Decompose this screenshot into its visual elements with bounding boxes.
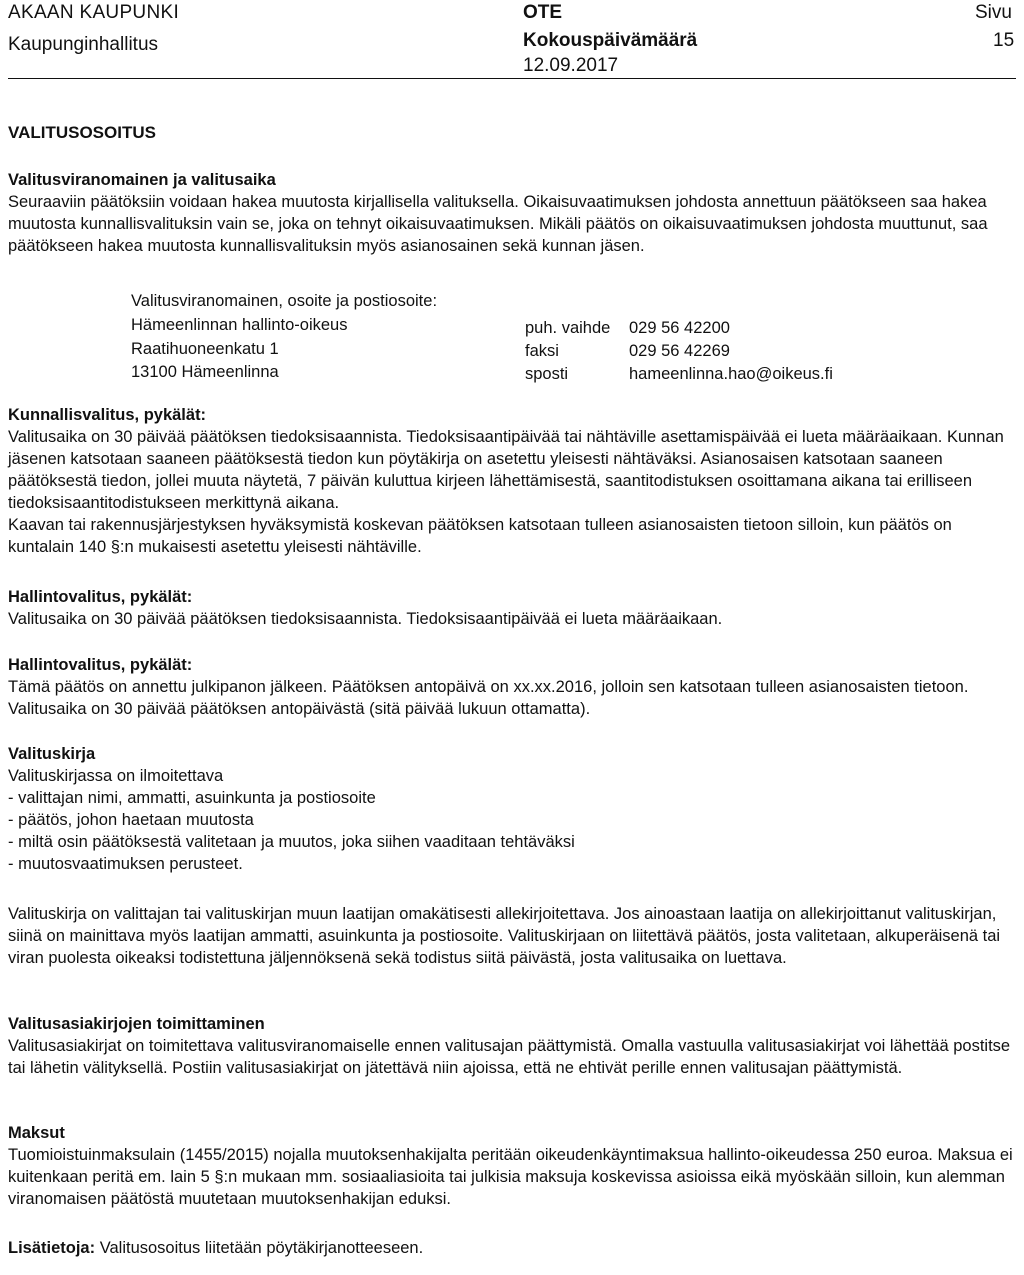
- section-fees: [8, 1122, 1013, 1210]
- section-text: Valitusaika on 30 päivää päätöksen tiedoksisaannista. Tiedoksisaantipäivää ei lueta määräaikaan.: [8, 610, 723, 628]
- section-title: Valitusviranomainen ja valitusaika: [8, 171, 276, 189]
- section-appeal-letter: [8, 743, 1013, 875]
- section-text: Valitusaika on 30 päivää päätöksen tiedoksisaannista. Tiedoksisaantipäivää tai nähtäville asettamispäivää ei lueta määräaikaan. Kunnan jäsenen katsotaan saaneen päätöksestä tiedon kun pöytäkirja on asetettu yleisesti nähtäväksi. Asianosaisen katsotaan saaneen päätöksestä tiedon, jollei muuta näytetä, 7 päivän kuluttua kirjeen lähettämisestä, saantitodistuksen osoittamana aikana tai erilliseen tiedoksisaantitodistukseen merkittynä aikana.: [8, 428, 1004, 512]
- section-title: Kunnallisvalitus, pykälät:: [8, 406, 207, 424]
- page-number: 15: [993, 30, 1015, 51]
- document-type: OTE: [523, 2, 563, 23]
- section-title: Hallintovalitus, pykälät:: [8, 588, 193, 606]
- contact-fax-value: 029 56 42269: [629, 342, 730, 360]
- authority-label: Valitusviranomainen, osoite ja postiosoite:: [131, 292, 438, 310]
- authority-postal: 13100 Hämeenlinna: [131, 363, 279, 381]
- additional-info-text: Valitusosoitus liitetään pöytäkirjanotteeseen.: [99, 1239, 424, 1257]
- contact-phone-label: puh. vaihde: [525, 319, 611, 337]
- contact-fax-label: faksi: [525, 342, 559, 360]
- section-municipal-appeal: [8, 404, 1013, 558]
- list-item: - miltä osin päätöksestä valitetaan ja muutos, joka siihen vaaditaan tehtäväksi: [8, 833, 575, 851]
- contact-email-label: sposti: [525, 365, 569, 383]
- section-text: Tuomioistuinmaksulain (1455/2015) nojalla muutoksenhakijalta peritään oikeudenkäyntimaksua hallinto-oikeudessa 250 euroa. Maksua ei kuitenkaan peritä em. lain 5 §:n mukaan mm. sosiaaliasioita tai julkisia maksuja koskevissa asioissa eikä myöskään silloin, kun alemman viranomaisen päätöstä muutetaan muutoksenhakijan eduksi.: [8, 1146, 1013, 1208]
- section-text: Valitusasiakirjat on toimitettava valitusviranomaiselle ennen valitusajan päättymistä. Omalla vastuulla valitusasiakirjat voi lähettää postitse tai lähetin välityksellä. Postiin valitusasiakirjat on jätettävä niin ajoissa, että ne ehtivät perille ennen valitusajan päättymistä.: [8, 1037, 1011, 1077]
- additional-info: [8, 1237, 1013, 1259]
- section-title: Valituskirja: [8, 745, 96, 763]
- section-text: Tämä päätös on annettu julkipanon jälkeen. Päätöksen antopäivä on xx.xx.2016, jolloin sen katsotaan tulleen asianosaisten tietoon. Valitusaika on 30 päivää päätöksen antopäivästä (sitä päivää lukuun ottamatta).: [8, 678, 969, 718]
- meeting-date-label: Kokouspäivämäärä: [523, 30, 698, 51]
- additional-info-label: Lisätietoja:: [8, 1239, 96, 1257]
- list-item: - muutosvaatimuksen perusteet.: [8, 855, 243, 873]
- section-intro: Valituskirjassa on ilmoitettava: [8, 767, 224, 785]
- section-title: Maksut: [8, 1124, 65, 1142]
- page-label: Sivu: [975, 2, 1012, 23]
- section-appeal-authority: [8, 169, 1013, 257]
- section-administrative-appeal-1: [8, 586, 1013, 630]
- section-text: Valituskirja on valittajan tai valituskirjan muun laatijan omakätisesti allekirjoitettava. Jos ainoastaan laatija on allekirjoittanut valituskirjan, siinä on mainittava myös laatijan ammatti, asuinkunta ja postiosoite. Valituskirjaan on liitettävä päätös, josta valitetaan, alkuperäisenä tai viran puolesta oikeaksi todistettuna jäljennöksenä sekä todistus siitä päivästä, josta valitusaika on luettava.: [8, 905, 1001, 967]
- department-name: Kaupunginhallitus: [8, 34, 159, 55]
- section-text: Seuraaviin päätöksiin voidaan hakea muutosta kirjallisella valituksella. Oikaisuvaatimuksen johdosta annettuun päätökseen saa hakea muutosta kunnallisvalituksin vain se, joka on tehnyt oikaisuvaatimuksen. Mikäli päätös on oikaisuvaatimuksen johdosta muuttunut, saa päätökseen hakea muutosta kunnallisvalituksin myös asianosainen sekä kunnan jäsen.: [8, 193, 988, 255]
- section-title: Valitusasiakirjojen toimittaminen: [8, 1015, 265, 1033]
- section-text-2: Kaavan tai rakennusjärjestyksen hyväksymistä koskevan päätöksen katsotaan tulleen asianosaisten tietoon silloin, kun päätös on kuntalain 140 §:n mukaisesti asetettu yleisesti nähtäville.: [8, 516, 952, 556]
- section-document-delivery: [8, 1013, 1013, 1079]
- contact-phone-value: 029 56 42200: [629, 319, 730, 337]
- header-divider: [8, 78, 1016, 79]
- authority-street: Raatihuoneenkatu 1: [131, 340, 279, 358]
- section-title: Hallintovalitus, pykälät:: [8, 656, 193, 674]
- list-item: - valittajan nimi, ammatti, asuinkunta ja postiosoite: [8, 789, 376, 807]
- meeting-date: 12.09.2017: [523, 55, 619, 76]
- page-title: VALITUSOSOITUS: [8, 123, 156, 142]
- list-item: - päätös, johon haetaan muutosta: [8, 811, 254, 829]
- section-administrative-appeal-2: [8, 654, 1013, 720]
- authority-name: Hämeenlinnan hallinto-oikeus: [131, 316, 348, 334]
- contact-email-value: hameenlinna.hao@oikeus.fi: [629, 365, 833, 383]
- appeal-letter-details: [8, 903, 1013, 969]
- document-header: [0, 0, 1024, 76]
- organization-name: AKAAN KAUPUNKI: [8, 2, 180, 23]
